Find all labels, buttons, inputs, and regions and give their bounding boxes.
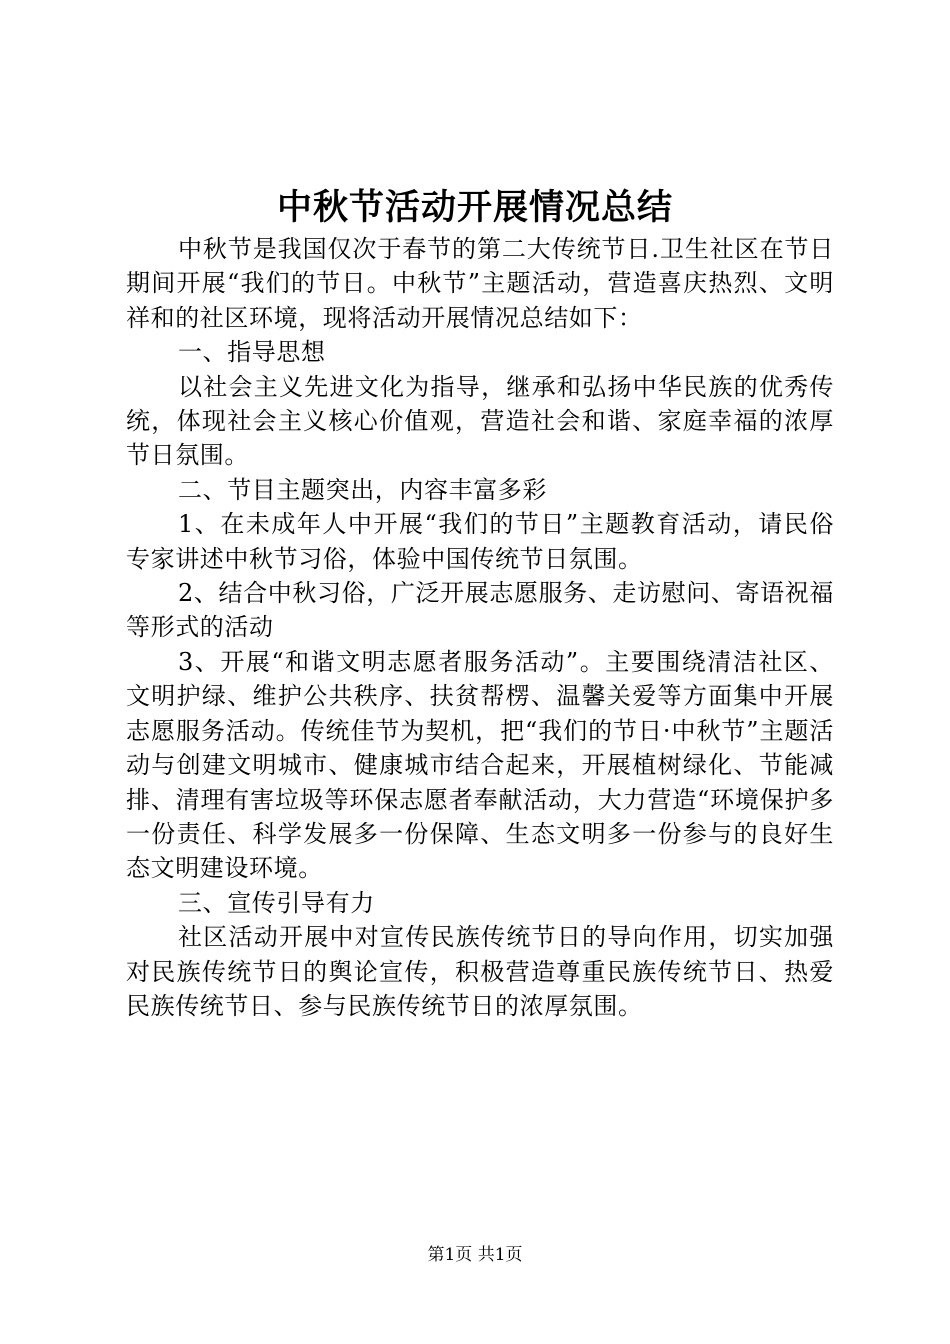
- list-item-1: 1、在未成年人中开展“我们的节日”主题教育活动，请民俗专家讲述中秋节习俗，体验中国传统节日氛围。: [126, 510, 834, 573]
- list-item-2: 2、结合中秋习俗，广泛开展志愿服务、走访慰问、寄语祝福等形式的活动: [126, 579, 834, 642]
- section-heading-2: 二、节目主题突出，内容丰富多彩: [178, 475, 547, 504]
- page-footer: 第1页 共1页: [427, 1245, 523, 1265]
- list-item-3: 3、开展“和谐文明志愿者服务活动”。主要围绕清洁社区、文明护绿、维护公共秩序、扶贫帮楞、温馨关爱等方面集中开展志愿服务活动。传统佳节为契机，把“我们的节日·中秋节”主题活动与创建文明城市、健康城市结合起来，开展植树绿化、节能减排、清理有害垃圾等环保志愿者奉献活动，大力营造“环境保护多一份责任、科学发展多一份保障、生态文明多一份参与的良好生态文明建设环境。: [126, 647, 834, 883]
- section-paragraph-3: 社区活动开展中对宣传民族传统节日的导向作用，切实加强对民族传统节日的舆论宣传，积极营造尊重民族传统节日、热爱民族传统节日、参与民族传统节日的浓厚氛围。: [126, 923, 834, 1020]
- section-paragraph-1: 以社会主义先进文化为指导，继承和弘扬中华民族的优秀传统，体现社会主义核心价值观，营造社会和谐、家庭幸福的浓厚节日氛围。: [126, 372, 834, 470]
- document-title: 中秋节活动开展情况总结: [276, 187, 673, 228]
- section-heading-3: 三、宣传引导有力: [178, 888, 375, 917]
- document-body: [126, 232, 834, 1023]
- intro-paragraph: 中秋节是我国仅次于春节的第二大传统节日.卫生社区在节日期间开展“我们的节日。中秋节”主题活动，营造喜庆热烈、文明祥和的社区环境，现将活动开展情况总结如下：: [126, 235, 834, 332]
- section-heading-1: 一、指导思想: [178, 338, 326, 367]
